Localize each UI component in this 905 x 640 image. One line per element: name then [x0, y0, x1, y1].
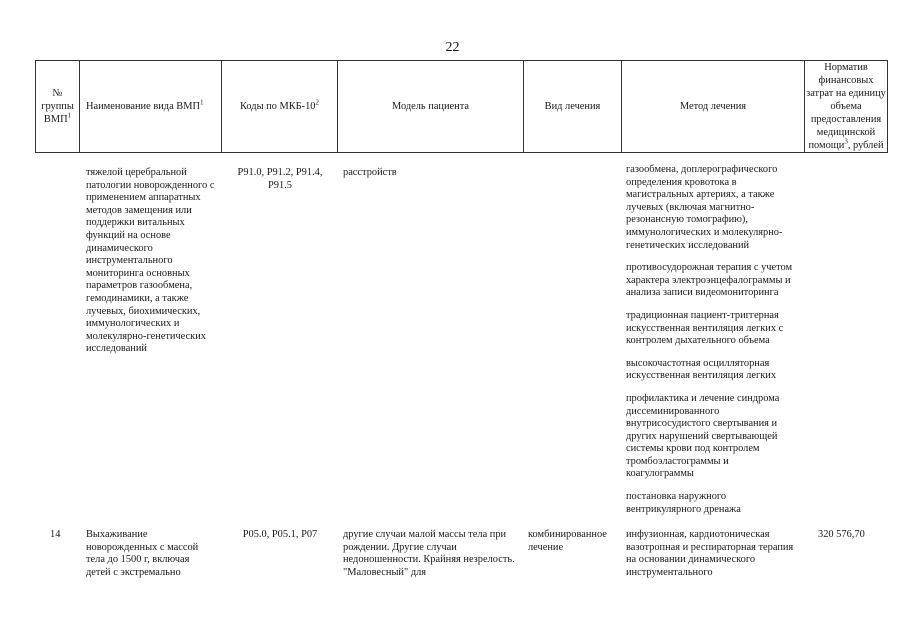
- row-treatment-type: комбинированное лечение: [528, 529, 607, 553]
- row-patient-model: расстройств: [343, 167, 397, 178]
- method-item: профилактика и лечение синдрома диссеминированного внутрисосудистого свертывания и других нарушений свертывающей системы крови под контролем тромбоэластограммы и коагулограммы: [626, 392, 780, 480]
- method-item: высокочастотная осцилляторная искусственная вентиляция легких: [626, 357, 777, 382]
- page-number: 22: [445, 40, 460, 55]
- row-group-number: 14: [50, 529, 61, 540]
- row-methods: [626, 164, 796, 526]
- header-name: [86, 60, 220, 152]
- row-icd-codes: P91.0, P91.2, P91.4, P91.5: [237, 167, 323, 191]
- header-codes: [222, 60, 337, 152]
- header-norm-label: Норматив финансовых затрат на единицу объема предоставления медицинской помощи: [806, 61, 886, 151]
- method-item: инфузионная, кардиотоническая вазотропная и респираторная терапия на основании динамического инструментального: [626, 529, 794, 578]
- row-icd-codes: P05.0, P05.1, P07: [242, 529, 318, 540]
- footnote-mark: 2: [315, 98, 319, 107]
- header-bottom-border: [35, 152, 888, 153]
- header-method: [622, 60, 804, 152]
- method-item: противосудорожная терапия с учетом характера электроэнцефалограммы и анализа записи видеомониторинга: [626, 262, 793, 299]
- col-divider: [79, 60, 80, 153]
- header-method-label: Метод лечения: [679, 100, 747, 112]
- row-vmp-name: тяжелой церебральной патологии новорожденного с применением аппаратных методов замещения или поддержки витальных функций на основе динамического инструментального мониторинга основных параметров газообмена, гемодинамики, а также лучевых, биохимических, иммунологических и молекулярно-генетических исследований: [86, 167, 215, 355]
- header-group: [36, 60, 79, 152]
- header-group-label: № группы ВМП: [41, 87, 74, 125]
- footnote-mark: 3: [844, 137, 848, 146]
- footnote-mark: 1: [67, 111, 72, 120]
- header-treatment: [524, 60, 621, 152]
- row-vmp-name: Выхаживание новорожденных с массой тела до 1500 г, включая детей с экстремально: [86, 529, 199, 578]
- header-codes-label: Коды по МКБ-10: [239, 100, 316, 112]
- row-norm-value: 320 576,70: [818, 529, 865, 540]
- col-divider: [887, 60, 888, 153]
- row-patient-model: другие случаи малой массы тела при рождении. Другие случаи недоношенности. Крайняя незрелость. "Маловесный" для: [343, 529, 515, 578]
- header-treatment-label: Вид лечения: [544, 100, 601, 112]
- header-model: [338, 60, 523, 152]
- row-methods: [626, 529, 796, 589]
- header-norm-unit: , рублей: [847, 139, 884, 151]
- header-model-label: Модель пациента: [391, 100, 470, 112]
- header-name-label: Наименование вида ВМП: [86, 100, 200, 112]
- method-item: газообмена, доплерографического определения кровотока в магистральных артериях, а также лучевых (включая магнитно-резонансную томографию), иммунологических и молекулярно-генетических исследований: [626, 164, 783, 251]
- footnote-mark: 1: [199, 98, 204, 107]
- header-norm: [805, 60, 887, 152]
- method-item: традиционная пациент-триггерная искусственная вентиляция легких с контролем дыхательного объема: [626, 309, 784, 347]
- method-item: постановка наружного вентрикулярного дренажа: [626, 491, 741, 515]
